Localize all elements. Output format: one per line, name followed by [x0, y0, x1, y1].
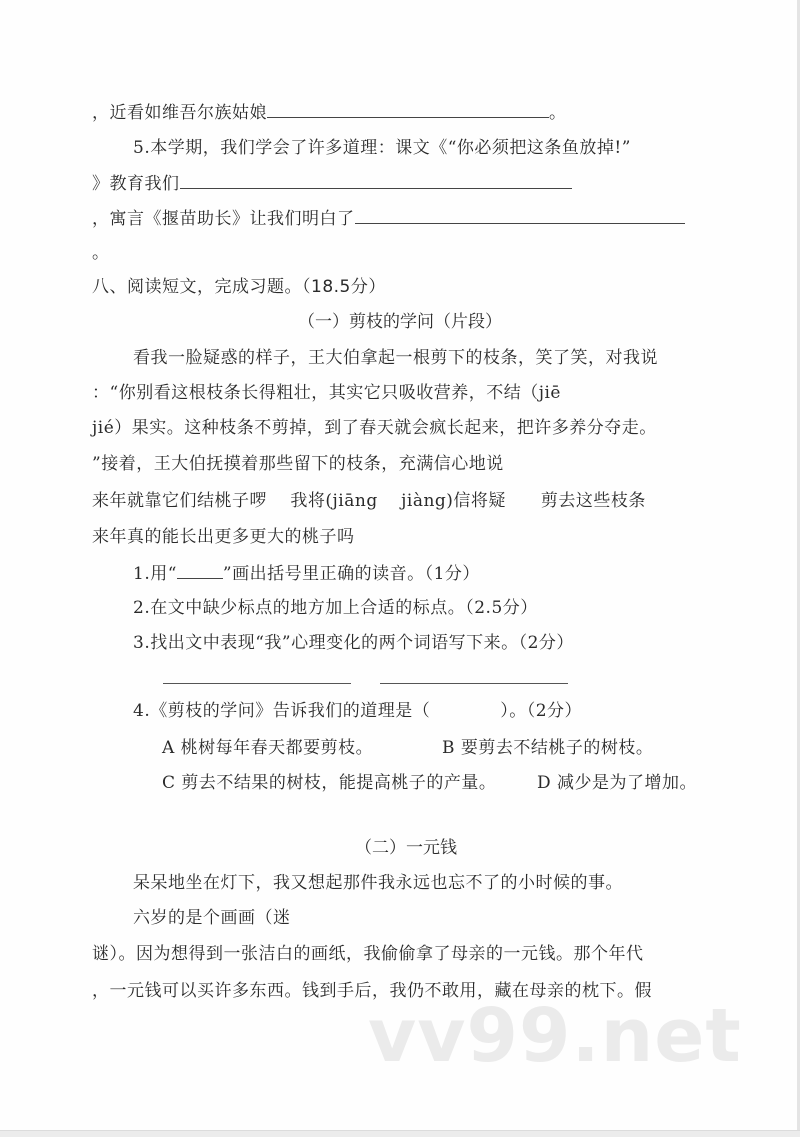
passage-line: 谜）。因为想得到一张洁白的画纸，我偷偷拿了母亲的一元钱。那个年代 [92, 944, 644, 964]
line-text: ，寓言《揠苗助长》让我们明白了 [92, 209, 355, 229]
passage-line: jié）果实。这种枝条不剪掉，到了春天就会疯长起来，把许多养分夺走。 [92, 418, 657, 438]
answer-blank [355, 207, 685, 224]
passage-line: 看我一脸疑惑的样子，王大伯拿起一根剪下的枝条，笑了笑，对我说 [133, 348, 658, 368]
question-5-line-3 [92, 207, 685, 230]
answer-blank [267, 101, 549, 118]
line-text: ”画出括号里正确的读音。（1分） [222, 564, 480, 584]
passage-2-title: （二）一元钱 [355, 838, 457, 858]
line-text: 》教育我们 [92, 174, 180, 194]
option-c: C 剪去不结果的树枝，能提高桃子的产量。 [162, 773, 497, 793]
question-1 [133, 562, 480, 585]
watermark: vv99.net [368, 993, 742, 1079]
answer-blank [163, 683, 351, 684]
passage-line: ”接着，王大伯抚摸着那些留下的枝条，充满信心地说 [92, 454, 504, 474]
question-5-line-4: 。 [92, 243, 110, 263]
answer-blank [177, 562, 223, 579]
question-5-line-2 [92, 172, 572, 195]
question-2: 2.在文中缺少标点的地方加上合适的标点。（2.5分） [133, 598, 538, 618]
question-5-line-1: 5.本学期，我们学会了许多道理：课文《“你必须把这条鱼放掉!” [133, 138, 631, 158]
option-d: D 减少是为了增加。 [537, 773, 698, 793]
answer-blank [380, 683, 568, 684]
answer-blank [180, 172, 572, 189]
text-line [92, 101, 567, 124]
passage-line: 六岁的是个画画（迷 [133, 908, 291, 928]
passage-line: ：“你别看这根枝条长得粗壮，其实它只吸收营养，不结（jiē [92, 383, 561, 403]
section-heading: 八、阅读短文，完成习题。（18.5分） [92, 277, 386, 297]
passage-line: 呆呆地坐在灯下，我又想起那件我永远也忘不了的小时候的事。 [133, 873, 623, 893]
passage-line: 来年真的能长出更多更大的桃子吗 [92, 527, 355, 547]
question-4: 4.《剪枝的学问》告诉我们的道理是（ ）。（2分） [133, 701, 583, 721]
page-edge [0, 1130, 800, 1137]
line-text: 。 [549, 103, 567, 123]
line-text: ，近看如维吾尔族姑娘 [92, 103, 267, 123]
line-text: 1.用“ [133, 564, 177, 584]
option-b: B 要剪去不结桃子的树枝。 [442, 738, 654, 758]
option-a: A 桃树每年春天都要剪枝。 [162, 738, 374, 758]
passage-line: 来年就靠它们结桃子啰 我将(jiāng jiàng)信将疑 剪去这些枝条 [92, 491, 646, 511]
question-3: 3.找出文中表现“我”心理变化的两个词语写下来。（2分） [133, 633, 574, 653]
passage-1-title: （一）剪枝的学问（片段） [298, 312, 502, 332]
passage-line: ，一元钱可以买许多东西。钱到手后，我仍不敢用，藏在母亲的枕下。假 [92, 981, 652, 1001]
